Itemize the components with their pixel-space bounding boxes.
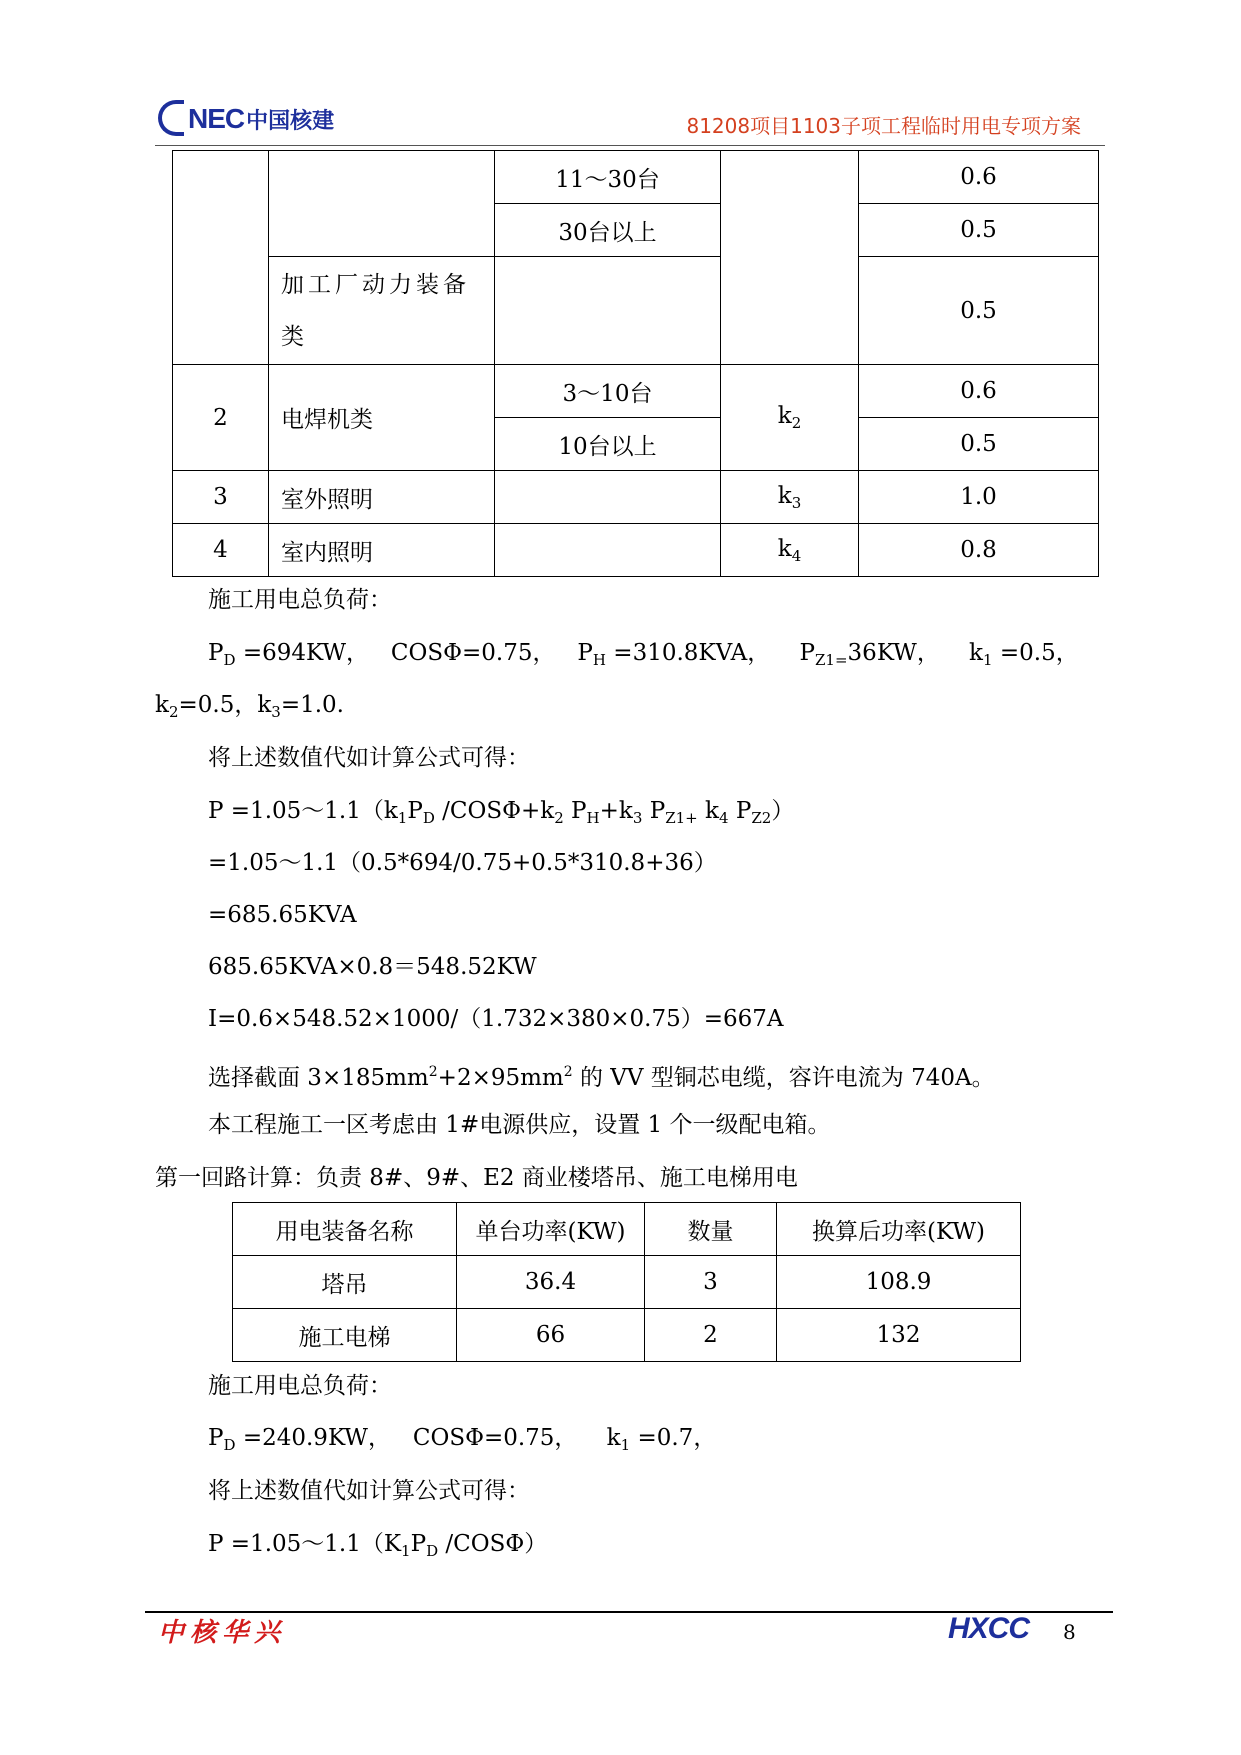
table-cell xyxy=(173,151,269,365)
table-header-cell: 换算后功率(KW) xyxy=(777,1203,1021,1256)
coefficient-table xyxy=(172,150,1099,577)
table-cell: 4 xyxy=(173,524,269,577)
logo-mark-icon xyxy=(158,100,188,138)
table-cell: 36.4 xyxy=(457,1256,645,1309)
table-cell: 11～30台 xyxy=(495,151,721,204)
table-cell xyxy=(721,151,859,365)
text-line: 施工用电总负荷： xyxy=(208,1373,392,1399)
footer-company-name: 中核华兴 xyxy=(158,1618,287,1648)
table-cell: 室外照明 xyxy=(269,471,495,524)
table-row xyxy=(173,365,1099,418)
table-cell: 0.8 xyxy=(859,524,1099,577)
table-cell: 塔吊 xyxy=(233,1256,457,1309)
text-line: $k_2=0.5$，$k_3=1.0$. xyxy=(155,692,344,721)
formula-line: =1.05～1.1（0.5*694/0.75+0.5*310.8+36） xyxy=(208,850,717,876)
table-row xyxy=(233,1309,1021,1362)
table-cell: 3 xyxy=(645,1256,777,1309)
text-line: 将上述数值代如计算公式可得： xyxy=(208,745,530,771)
table-cell: 0.6 xyxy=(859,365,1099,418)
table-cell: 室内照明 xyxy=(269,524,495,577)
table-cell: 电焊机类 xyxy=(269,365,495,471)
text-line: $P_D =240.9KW$， COSΦ=0.75， $k_1 =0.7$， xyxy=(208,1425,717,1454)
header-rule xyxy=(155,145,1105,146)
table-cell xyxy=(495,257,721,365)
formula-line: 685.65KVA×0.8＝548.52KW xyxy=(208,954,537,980)
table-cell: 0.5 xyxy=(859,418,1099,471)
table-cell xyxy=(495,524,721,577)
page-number: 8 xyxy=(1063,1620,1076,1644)
text-line: $P_D =694KW$， COSΦ=0.75， $P_H =310.8KVA$， $P_{Z1=}36KW$， $k_1 =0.5$， xyxy=(208,640,1079,669)
table-header-cell: 用电装备名称 xyxy=(233,1203,457,1256)
table-row xyxy=(173,471,1099,524)
table-cell xyxy=(269,151,495,257)
table-cell xyxy=(495,471,721,524)
text-line: 第一回路计算：负责 8#、9#、E2 商业楼塔吊、施工电梯用电 xyxy=(155,1165,798,1191)
table-header-row xyxy=(233,1203,1021,1256)
logo-chinese: 中国核建 xyxy=(246,108,335,134)
table-row xyxy=(173,257,1099,365)
table-cell: 10台以上 xyxy=(495,418,721,471)
table-cell: 30台以上 xyxy=(495,204,721,257)
table-cell: 0.6 xyxy=(859,151,1099,204)
table-cell: 132 xyxy=(777,1309,1021,1362)
text-line: 本工程施工一区考虑由 1#电源供应，设置 1 个一级配电箱。 xyxy=(208,1112,831,1138)
table-cell: 3 xyxy=(173,471,269,524)
table-cell: 66 xyxy=(457,1309,645,1362)
table-row xyxy=(173,524,1099,577)
table-header-cell: 数量 xyxy=(645,1203,777,1256)
table-cell: 0.5 xyxy=(859,257,1099,365)
equipment-table xyxy=(232,1202,1021,1362)
table-cell: 108.9 xyxy=(777,1256,1021,1309)
table-cell: 加工厂动力装备类 xyxy=(269,257,495,365)
text-line: 将上述数值代如计算公式可得： xyxy=(208,1478,530,1504)
table-cell: $k_3$ xyxy=(721,471,859,524)
text-line: 施工用电总负荷： xyxy=(208,587,392,613)
table-cell: 2 xyxy=(173,365,269,471)
table-cell: 施工电梯 xyxy=(233,1309,457,1362)
table-cell: 0.5 xyxy=(859,204,1099,257)
text-line: 选择截面 $3\times 185mm^2+2\times 95mm^2$ 的 VV 型铜芯电缆，容许电流为 740A。 xyxy=(208,1064,995,1091)
header-title: 81208项目1103子项工程临时用电专项方案 xyxy=(686,114,1081,138)
formula-line: I=0.6×548.52×1000/（1.732×380×0.75）=667A xyxy=(208,1006,784,1032)
table-cell: $k_4$ xyxy=(721,524,859,577)
table-header-cell: 单台功率(KW) xyxy=(457,1203,645,1256)
table-cell: 3～10台 xyxy=(495,365,721,418)
formula-line: $P =1.05\sim 1.1(K_1P_D$ /COSΦ） xyxy=(208,1531,548,1560)
table-row xyxy=(173,151,1099,204)
footer-logo-hxcc: HXCC xyxy=(948,1612,1030,1645)
formula-line: $P =1.05\sim 1.1(k_1P_D$ $/COS\Phi+k_2$ $P_H+k_3$ $P_{Z1+}$ $k_4$ $P_{Z2}$） xyxy=(208,798,795,827)
table-cell: 1.0 xyxy=(859,471,1099,524)
table-cell: 2 xyxy=(645,1309,777,1362)
formula-line: =685.65KVA xyxy=(208,902,357,928)
company-logo xyxy=(158,98,334,140)
logo-letters: NEC xyxy=(188,103,245,134)
table-row xyxy=(233,1256,1021,1309)
table-cell: $k_2$ xyxy=(721,365,859,471)
